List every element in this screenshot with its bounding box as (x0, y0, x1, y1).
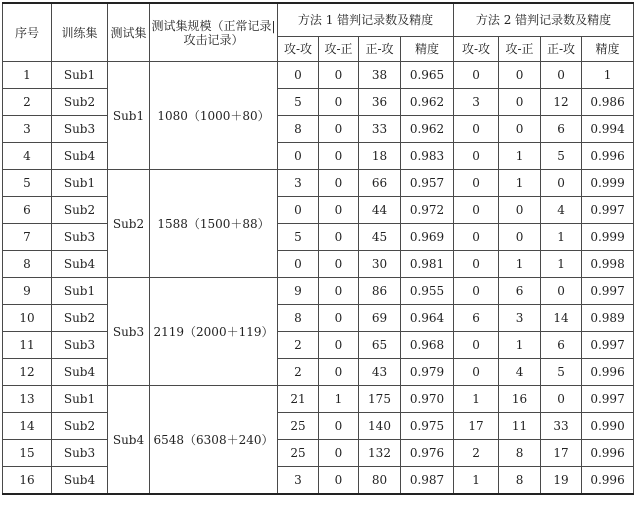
m1-attack-normal-cell: 0 (319, 278, 359, 305)
table-body (3, 62, 634, 495)
header-test-set: 测试集 (108, 3, 150, 62)
train-set-cell: Sub2 (52, 413, 108, 440)
m2-attack-normal-cell: 8 (499, 467, 541, 495)
m2-accuracy-cell: 0.998 (582, 251, 634, 278)
m2-normal-attack-cell: 12 (541, 89, 582, 116)
train-set-cell: Sub1 (52, 62, 108, 89)
row-index-cell: 6 (3, 197, 52, 224)
header-test-set-scale: 测试集规模（正常记录|攻击记录） (150, 3, 278, 62)
header-train-set: 训练集 (52, 3, 108, 62)
train-set-cell: Sub3 (52, 116, 108, 143)
train-set-cell: Sub4 (52, 467, 108, 495)
row-index-cell: 10 (3, 305, 52, 332)
table-row (3, 116, 634, 143)
m2-attack-normal-cell: 4 (499, 359, 541, 386)
test-set-cell: Sub2 (108, 170, 150, 278)
header-m1-normal-attack: 正-攻 (359, 37, 401, 62)
m1-accuracy-cell: 0.964 (401, 305, 454, 332)
m1-attack-normal-cell: 0 (319, 359, 359, 386)
m2-accuracy-cell: 0.997 (582, 386, 634, 413)
m1-attack-attack-cell: 5 (278, 224, 319, 251)
table-row (3, 467, 634, 495)
table-row (3, 143, 634, 170)
table-row (3, 197, 634, 224)
header-m1-accuracy: 精度 (401, 37, 454, 62)
m2-accuracy-cell: 0.997 (582, 278, 634, 305)
m2-accuracy-cell: 0.997 (582, 197, 634, 224)
row-index-cell: 11 (3, 332, 52, 359)
m1-accuracy-cell: 0.962 (401, 116, 454, 143)
m1-normal-attack-cell: 140 (359, 413, 401, 440)
row-index-cell: 8 (3, 251, 52, 278)
header-m2-normal-attack: 正-攻 (541, 37, 582, 62)
m2-attack-normal-cell: 11 (499, 413, 541, 440)
m2-normal-attack-cell: 19 (541, 467, 582, 495)
m1-accuracy-cell: 0.957 (401, 170, 454, 197)
m1-accuracy-cell: 0.968 (401, 332, 454, 359)
m2-attack-normal-cell: 0 (499, 116, 541, 143)
m2-accuracy-cell: 0.986 (582, 89, 634, 116)
m1-attack-normal-cell: 0 (319, 305, 359, 332)
m2-attack-attack-cell: 0 (454, 278, 499, 305)
m2-attack-normal-cell: 1 (499, 143, 541, 170)
train-set-cell: Sub3 (52, 440, 108, 467)
header-m1-attack-normal: 攻-正 (319, 37, 359, 62)
m2-normal-attack-cell: 6 (541, 116, 582, 143)
m1-normal-attack-cell: 65 (359, 332, 401, 359)
m2-attack-attack-cell: 0 (454, 143, 499, 170)
m1-attack-normal-cell: 0 (319, 116, 359, 143)
train-set-cell: Sub2 (52, 305, 108, 332)
train-set-cell: Sub3 (52, 224, 108, 251)
train-set-cell: Sub1 (52, 170, 108, 197)
m1-attack-normal-cell: 0 (319, 143, 359, 170)
row-index-cell: 12 (3, 359, 52, 386)
results-table (2, 2, 634, 495)
m2-accuracy-cell: 1 (582, 62, 634, 89)
m1-attack-attack-cell: 5 (278, 89, 319, 116)
table-row (3, 89, 634, 116)
m1-attack-attack-cell: 2 (278, 332, 319, 359)
m2-accuracy-cell: 0.996 (582, 143, 634, 170)
m1-attack-normal-cell: 0 (319, 251, 359, 278)
row-index-cell: 3 (3, 116, 52, 143)
m2-normal-attack-cell: 6 (541, 332, 582, 359)
m2-attack-normal-cell: 3 (499, 305, 541, 332)
m2-attack-normal-cell: 16 (499, 386, 541, 413)
m2-accuracy-cell: 0.990 (582, 413, 634, 440)
m1-attack-attack-cell: 2 (278, 359, 319, 386)
train-set-cell: Sub2 (52, 197, 108, 224)
m1-attack-attack-cell: 3 (278, 170, 319, 197)
test-set-scale-cell: 2119（2000＋119） (150, 278, 278, 386)
m1-normal-attack-cell: 86 (359, 278, 401, 305)
m2-normal-attack-cell: 33 (541, 413, 582, 440)
m2-accuracy-cell: 0.996 (582, 467, 634, 495)
row-index-cell: 1 (3, 62, 52, 89)
table-row (3, 386, 634, 413)
m1-accuracy-cell: 0.975 (401, 413, 454, 440)
table-row (3, 224, 634, 251)
m1-accuracy-cell: 0.976 (401, 440, 454, 467)
m2-normal-attack-cell: 1 (541, 251, 582, 278)
m2-normal-attack-cell: 5 (541, 143, 582, 170)
table-row (3, 278, 634, 305)
header-m2-accuracy: 精度 (582, 37, 634, 62)
m1-attack-attack-cell: 0 (278, 62, 319, 89)
table-row (3, 413, 634, 440)
m1-attack-normal-cell: 0 (319, 224, 359, 251)
m1-attack-normal-cell: 0 (319, 89, 359, 116)
table-row (3, 440, 634, 467)
m2-attack-normal-cell: 1 (499, 332, 541, 359)
row-index-cell: 15 (3, 440, 52, 467)
test-set-cell: Sub1 (108, 62, 150, 170)
m1-normal-attack-cell: 66 (359, 170, 401, 197)
m1-attack-attack-cell: 25 (278, 413, 319, 440)
m1-normal-attack-cell: 69 (359, 305, 401, 332)
train-set-cell: Sub1 (52, 278, 108, 305)
row-index-cell: 16 (3, 467, 52, 495)
m1-accuracy-cell: 0.969 (401, 224, 454, 251)
m2-attack-attack-cell: 2 (454, 440, 499, 467)
m1-normal-attack-cell: 33 (359, 116, 401, 143)
row-index-cell: 2 (3, 89, 52, 116)
m1-attack-attack-cell: 0 (278, 197, 319, 224)
header-index: 序号 (3, 3, 52, 62)
m1-attack-normal-cell: 0 (319, 332, 359, 359)
m2-normal-attack-cell: 0 (541, 62, 582, 89)
m1-normal-attack-cell: 44 (359, 197, 401, 224)
m2-accuracy-cell: 0.999 (582, 224, 634, 251)
m2-attack-attack-cell: 0 (454, 62, 499, 89)
train-set-cell: Sub2 (52, 89, 108, 116)
m2-attack-attack-cell: 0 (454, 332, 499, 359)
m2-accuracy-cell: 0.996 (582, 359, 634, 386)
m1-accuracy-cell: 0.987 (401, 467, 454, 495)
row-index-cell: 5 (3, 170, 52, 197)
m1-attack-attack-cell: 0 (278, 251, 319, 278)
row-index-cell: 13 (3, 386, 52, 413)
m2-normal-attack-cell: 4 (541, 197, 582, 224)
row-index-cell: 7 (3, 224, 52, 251)
m1-attack-attack-cell: 9 (278, 278, 319, 305)
m2-attack-attack-cell: 0 (454, 359, 499, 386)
train-set-cell: Sub4 (52, 143, 108, 170)
train-set-cell: Sub1 (52, 386, 108, 413)
m2-attack-attack-cell: 1 (454, 386, 499, 413)
m2-normal-attack-cell: 5 (541, 359, 582, 386)
test-set-cell: Sub3 (108, 278, 150, 386)
m2-attack-attack-cell: 3 (454, 89, 499, 116)
m2-attack-attack-cell: 0 (454, 197, 499, 224)
m1-accuracy-cell: 0.972 (401, 197, 454, 224)
m2-normal-attack-cell: 0 (541, 170, 582, 197)
m2-attack-normal-cell: 0 (499, 224, 541, 251)
table-row (3, 332, 634, 359)
m1-normal-attack-cell: 132 (359, 440, 401, 467)
train-set-cell: Sub3 (52, 332, 108, 359)
m2-normal-attack-cell: 0 (541, 386, 582, 413)
m2-attack-normal-cell: 0 (499, 197, 541, 224)
m1-attack-attack-cell: 21 (278, 386, 319, 413)
m2-attack-attack-cell: 1 (454, 467, 499, 495)
m2-attack-attack-cell: 0 (454, 170, 499, 197)
table-row (3, 170, 634, 197)
m2-accuracy-cell: 0.989 (582, 305, 634, 332)
m1-attack-normal-cell: 0 (319, 170, 359, 197)
m2-normal-attack-cell: 14 (541, 305, 582, 332)
m1-attack-attack-cell: 25 (278, 440, 319, 467)
m2-attack-normal-cell: 8 (499, 440, 541, 467)
header-method-1: 方法 1 错判记录数及精度 (278, 3, 454, 37)
m2-accuracy-cell: 0.994 (582, 116, 634, 143)
test-set-scale-cell: 1588（1500＋88） (150, 170, 278, 278)
m1-accuracy-cell: 0.983 (401, 143, 454, 170)
m1-attack-normal-cell: 0 (319, 467, 359, 495)
m2-attack-normal-cell: 1 (499, 170, 541, 197)
m2-attack-normal-cell: 0 (499, 89, 541, 116)
m2-attack-normal-cell: 1 (499, 251, 541, 278)
results-table-container (2, 2, 634, 495)
m1-normal-attack-cell: 36 (359, 89, 401, 116)
m1-attack-attack-cell: 0 (278, 143, 319, 170)
train-set-cell: Sub4 (52, 359, 108, 386)
train-set-cell: Sub4 (52, 251, 108, 278)
m2-attack-attack-cell: 0 (454, 251, 499, 278)
m1-accuracy-cell: 0.981 (401, 251, 454, 278)
header-m2-attack-normal: 攻-正 (499, 37, 541, 62)
m1-attack-attack-cell: 8 (278, 305, 319, 332)
m2-attack-normal-cell: 0 (499, 62, 541, 89)
row-index-cell: 14 (3, 413, 52, 440)
test-set-cell: Sub4 (108, 386, 150, 495)
m1-attack-attack-cell: 8 (278, 116, 319, 143)
m1-attack-normal-cell: 1 (319, 386, 359, 413)
test-set-scale-cell: 1080（1000＋80） (150, 62, 278, 170)
test-set-scale-cell: 6548（6308＋240） (150, 386, 278, 495)
m2-attack-normal-cell: 6 (499, 278, 541, 305)
m1-attack-normal-cell: 0 (319, 440, 359, 467)
m1-attack-normal-cell: 0 (319, 62, 359, 89)
m1-normal-attack-cell: 30 (359, 251, 401, 278)
row-index-cell: 9 (3, 278, 52, 305)
m1-attack-attack-cell: 3 (278, 467, 319, 495)
m2-attack-attack-cell: 6 (454, 305, 499, 332)
table-row (3, 359, 634, 386)
m1-attack-normal-cell: 0 (319, 413, 359, 440)
m2-accuracy-cell: 0.999 (582, 170, 634, 197)
m1-accuracy-cell: 0.955 (401, 278, 454, 305)
m2-accuracy-cell: 0.996 (582, 440, 634, 467)
m2-normal-attack-cell: 1 (541, 224, 582, 251)
header-m2-attack-attack: 攻-攻 (454, 37, 499, 62)
m1-accuracy-cell: 0.979 (401, 359, 454, 386)
m1-normal-attack-cell: 38 (359, 62, 401, 89)
m1-accuracy-cell: 0.965 (401, 62, 454, 89)
m1-normal-attack-cell: 43 (359, 359, 401, 386)
table-row (3, 305, 634, 332)
m1-normal-attack-cell: 45 (359, 224, 401, 251)
m1-normal-attack-cell: 18 (359, 143, 401, 170)
m2-attack-attack-cell: 0 (454, 224, 499, 251)
m1-accuracy-cell: 0.962 (401, 89, 454, 116)
header-method-2: 方法 2 错判记录数及精度 (454, 3, 634, 37)
m2-normal-attack-cell: 17 (541, 440, 582, 467)
m1-normal-attack-cell: 80 (359, 467, 401, 495)
m1-attack-normal-cell: 0 (319, 197, 359, 224)
header-m1-attack-attack: 攻-攻 (278, 37, 319, 62)
m1-normal-attack-cell: 175 (359, 386, 401, 413)
m2-attack-attack-cell: 0 (454, 116, 499, 143)
m2-normal-attack-cell: 0 (541, 278, 582, 305)
m2-attack-attack-cell: 17 (454, 413, 499, 440)
table-row (3, 251, 634, 278)
m1-accuracy-cell: 0.970 (401, 386, 454, 413)
table-row (3, 62, 634, 89)
m2-accuracy-cell: 0.997 (582, 332, 634, 359)
row-index-cell: 4 (3, 143, 52, 170)
